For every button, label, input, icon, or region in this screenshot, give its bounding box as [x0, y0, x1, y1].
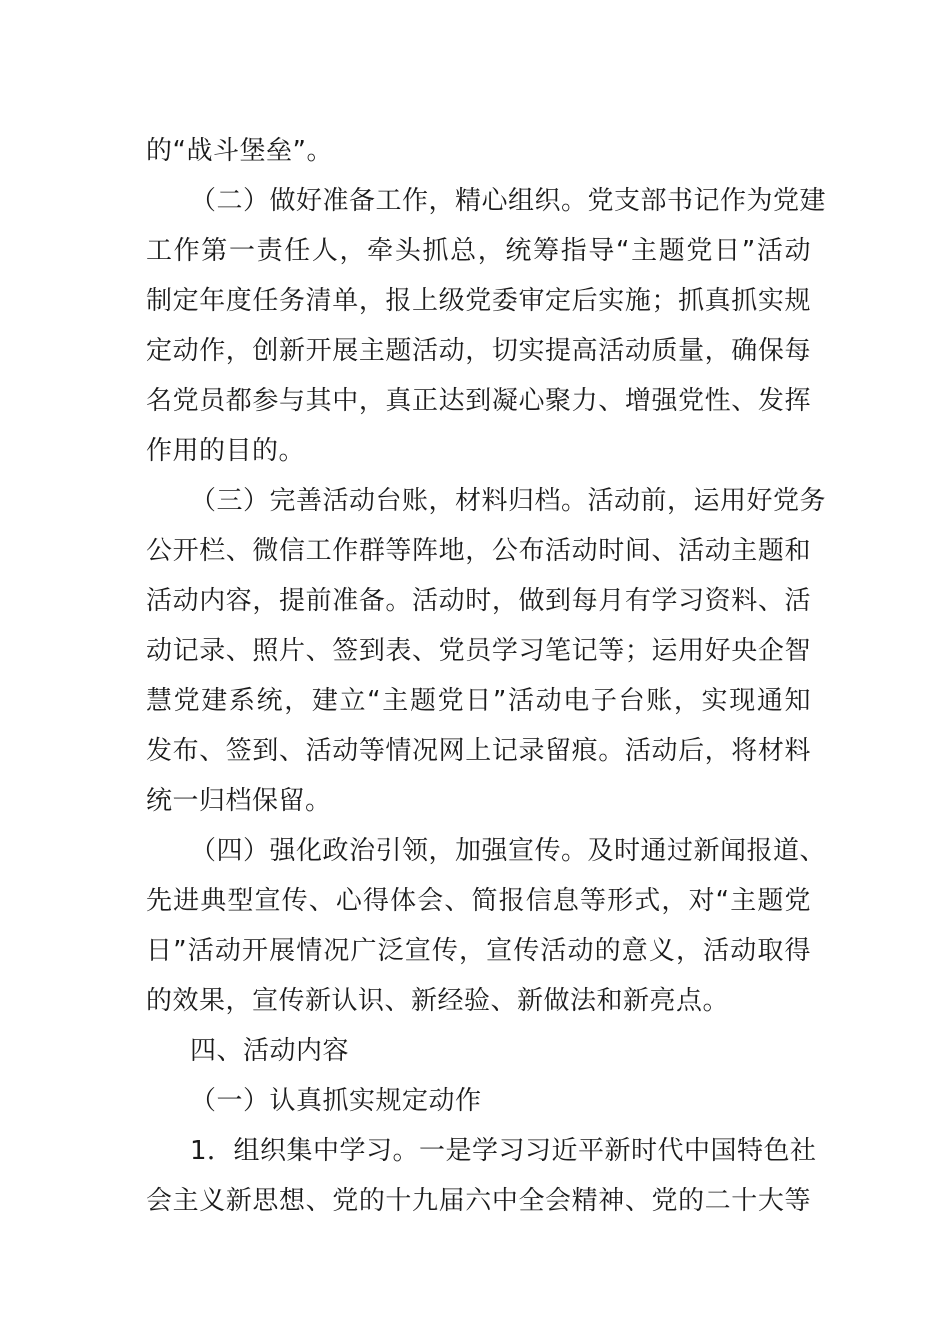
text-line: 公开栏、微信工作群等阵地，公布活动时间、活动主题和	[146, 536, 811, 566]
text-line: 的“战斗堡垒”。	[146, 136, 333, 166]
text-line: 活动内容，提前准备。活动时，做到每月有学习资料、活	[146, 586, 811, 616]
text-line: 慧党建系统，建立“主题党日”活动电子台账，实现通知	[146, 686, 811, 716]
text-line: 动记录、照片、签到表、党员学习笔记等；运用好央企智	[146, 636, 811, 666]
text-line: 的效果，宣传新认识、新经验、新做法和新亮点。	[146, 986, 730, 1016]
text-line: （四）强化政治引领，加强宣传。及时通过新闻报道、	[190, 836, 827, 866]
text-line: 先进典型宣传、心得体会、简报信息等形式，对“主题党	[146, 886, 811, 916]
text-line: 统一归档保留。	[146, 786, 332, 816]
text-line: 会主义新思想、党的十九届六中全会精神、党的二十大等	[146, 1186, 811, 1216]
text-line: 名党员都参与其中，真正达到凝心聚力、增强党性、发挥	[146, 386, 811, 416]
text-line: （二）做好准备工作，精心组织。党支部书记作为党建	[190, 186, 827, 216]
text-line: （三）完善活动台账，材料归档。活动前，运用好党务	[190, 486, 827, 516]
document-body	[146, 126, 827, 1226]
text-line: 1．组织集中学习。一是学习习近平新时代中国特色社	[190, 1136, 817, 1166]
text-line: 定动作，创新开展主题活动，切实提高活动质量，确保每	[146, 336, 811, 366]
text-line: 发布、签到、活动等情况网上记录留痕。活动后，将材料	[146, 736, 811, 766]
text-line: 工作第一责任人，牵头抓总，统筹指导“主题党日”活动	[146, 236, 811, 266]
text-line: 制定年度任务清单，报上级党委审定后实施；抓真抓实规	[146, 286, 811, 316]
text-line: 日”活动开展情况广泛宣传，宣传活动的意义，活动取得	[146, 936, 811, 966]
section-heading: 四、活动内容	[190, 1036, 350, 1066]
subsection-heading: （一）认真抓实规定动作	[190, 1086, 482, 1116]
text-line: 作用的目的。	[146, 436, 306, 466]
